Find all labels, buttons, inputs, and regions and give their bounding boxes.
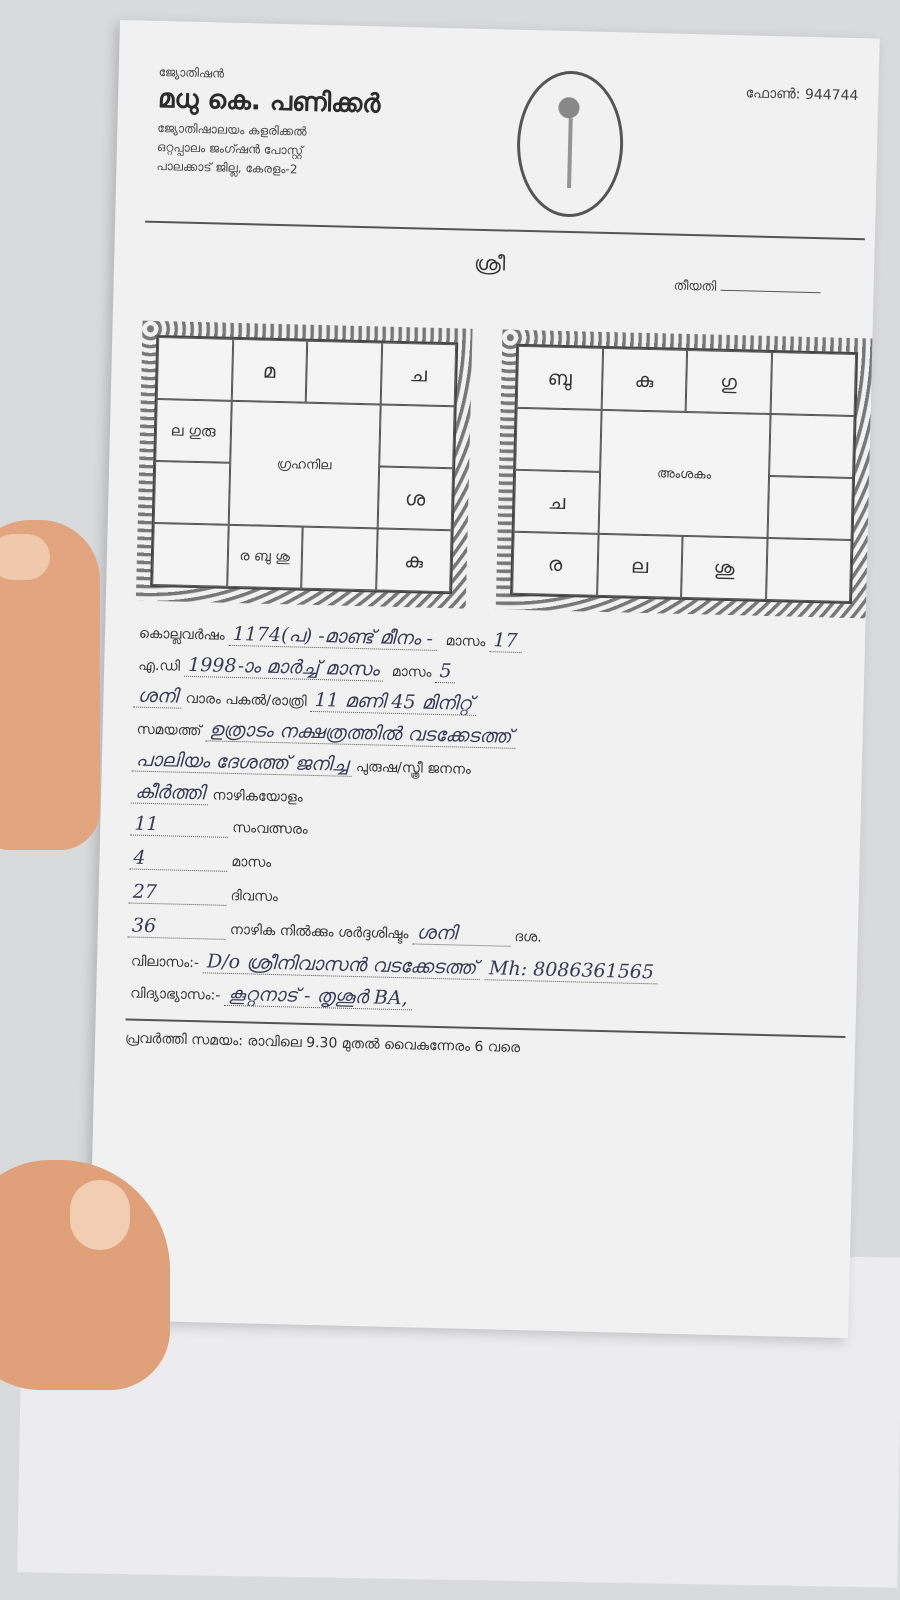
dasa-suffix: ദശ. — [514, 928, 542, 946]
rasi-grid — [150, 335, 458, 594]
deity-emblem-icon — [515, 70, 625, 219]
masam-value: 4 — [129, 846, 228, 871]
navamsa-cell — [769, 414, 855, 478]
navamsa-cell: ല — [597, 534, 683, 598]
masam-label: മാസം — [231, 853, 272, 871]
education-label: വിദ്യാഭ്യാസം:- — [130, 985, 221, 1004]
astrologer-name: മധു കെ. പണിക്കർ — [157, 83, 381, 120]
navamsa-cell — [767, 476, 853, 540]
education-value: കൂറ്റനാട് - തൃശൂർ BA, — [224, 983, 412, 1011]
masam2-label: മാസം — [391, 663, 432, 681]
rasi-cell: കു — [376, 528, 452, 592]
horoscope-document — [88, 20, 880, 1338]
rasi-cell: ച — [380, 342, 456, 406]
kollavarsham-label: കൊല്ലവർഷം — [138, 625, 225, 644]
navamsa-cell: കു — [601, 348, 687, 412]
time-value: 11 മണി 45 മിനിറ്റ് — [310, 689, 476, 716]
divasam-value: 27 — [128, 880, 227, 905]
dasa-label: നാഴിക നിൽക്കും ശർദ്ദശിഷ്ടം — [229, 921, 409, 943]
astrologer-header — [155, 61, 859, 238]
place-value: ഉത്രാടം നക്ഷത്രത്തിൽ വടക്കേടത്ത് — [205, 718, 516, 749]
header-office: ജ്യോതിഷാലയം കളരിക്കൽ — [157, 120, 307, 139]
rasi-cell — [306, 341, 382, 405]
thumbnail-top — [0, 534, 50, 580]
rasi-cell — [152, 523, 228, 587]
place-value-2: പാലിയം ദേശത്ത് ജനിച്ച — [132, 749, 353, 777]
navamsa-center-label: അംശകം — [598, 410, 770, 538]
navamsa-chart — [496, 329, 873, 618]
divasam-label: ദിവസം — [230, 887, 279, 906]
header-title: ജ്യോതിഷൻ — [158, 64, 225, 81]
ad-label: എ.ഡി — [138, 657, 181, 675]
navamsa-cell: ബു — [517, 346, 603, 410]
date-field — [673, 279, 820, 298]
rasi-cell — [154, 461, 230, 525]
phone-number: ഫോൺ: 944744 — [745, 85, 859, 105]
date-blank — [720, 290, 820, 293]
sri-mark: ശ്രീ — [473, 250, 506, 276]
rasi-center-label: ഗ്രഹനില — [228, 401, 380, 529]
navamsa-cell: ച — [514, 470, 600, 534]
day-value: ശനി — [133, 685, 182, 709]
rasi-cell: ര ബു ശു — [227, 525, 303, 589]
samvatsaram-value: 11 — [130, 812, 229, 837]
nazhika-suffix-label: നാഴികയോളം — [212, 787, 303, 806]
rasi-cell — [157, 337, 233, 401]
samvatsaram-label: സംവത്സരം — [232, 819, 308, 838]
deity-figure — [537, 87, 600, 198]
masam2-value: 5 — [435, 660, 456, 683]
kollavarsham-value: 1174(പ) -മാണ്ട് മീനം - — [228, 623, 437, 651]
ad-value: 1998-ാം മാർച്ച് മാസം — [184, 654, 384, 682]
navamsa-cell — [766, 538, 852, 602]
rasi-cell — [301, 527, 377, 591]
person-value: കീർത്തി — [131, 781, 209, 806]
address-label: വിലാസം:- — [130, 953, 200, 972]
header-address-1: ഒറ്റപ്പാലം ജംഗ്ഷൻ പോസ്റ്റ് — [156, 139, 304, 158]
navamsa-grid — [510, 344, 858, 604]
masam1-value: 17 — [489, 629, 522, 653]
navamsa-cell: ശു — [681, 536, 767, 600]
thumb-top — [0, 520, 100, 850]
thumbnail-bottom — [70, 1180, 130, 1250]
dasa-value: ശനി — [412, 921, 511, 946]
navamsa-cell — [770, 352, 856, 416]
rasi-chart — [136, 321, 473, 609]
working-hours: പ്രവർത്തി സമയം: രാവിലെ 9.30 മുതൽ വൈകുന്നേരം 6 വരെ — [124, 1030, 521, 1057]
samayam-label: സമയത്ത് — [136, 721, 202, 740]
navamsa-cell: ഗു — [686, 350, 772, 414]
rasi-cell: ല ഗുരു — [155, 399, 231, 463]
address-value: D/o ശ്രീനിവാസൻ വടക്കേടത്ത് — [203, 950, 481, 980]
day-label: വാരം പകൽ/രാത്രി — [185, 690, 307, 710]
mobile-value: Mh: 8086361565 — [485, 957, 659, 984]
header-address-2: പാലക്കാട് ജില്ല, കേരളം-2 — [156, 158, 298, 177]
nazhika-value: 36 — [128, 914, 227, 939]
birth-details-form — [125, 621, 855, 1064]
rasi-cell: ശ — [377, 466, 453, 530]
navamsa-cell — [515, 408, 601, 472]
rasi-cell — [379, 404, 455, 468]
date-label: തീയതി — [673, 278, 717, 295]
gender-label: പുരുഷ/സ്ത്രീ ജനനം — [355, 758, 472, 778]
masam1-label: മാസം — [445, 633, 486, 651]
navamsa-cell: ര — [512, 532, 598, 596]
rasi-cell: മ — [231, 339, 307, 403]
